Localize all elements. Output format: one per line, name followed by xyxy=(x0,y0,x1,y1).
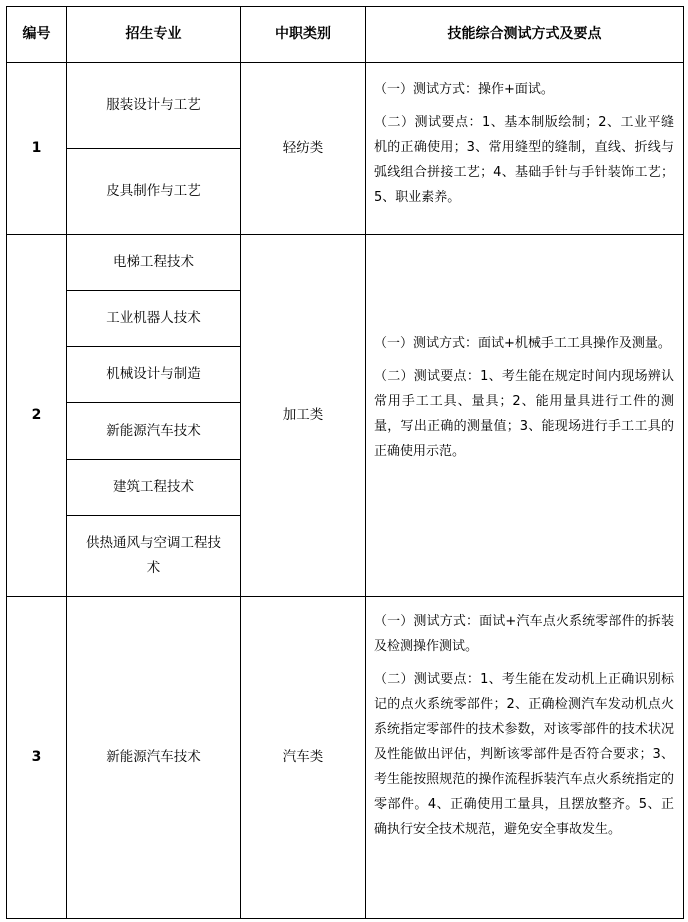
test-method: （一）测试方式：操作+面试。 xyxy=(374,82,554,97)
row-number: 2 xyxy=(31,407,42,423)
header-category: 中职类别 xyxy=(275,26,331,42)
test-description xyxy=(374,77,674,218)
row-number: 3 xyxy=(31,749,42,765)
major-name: 服装设计与工艺 xyxy=(106,97,201,113)
table-border-right xyxy=(683,6,684,919)
category-name: 汽车类 xyxy=(282,749,324,765)
column-divider-3 xyxy=(365,6,366,919)
test-points: （二）测试要点：1、考生能在规定时间内现场辨认常用手工工具、量具；2、能用量具进行工件的测量，写出正确的测量值；3、能现场进行手工工具的正确使用示范。 xyxy=(374,369,674,459)
category-name: 轻纺类 xyxy=(282,140,324,156)
category-name: 加工类 xyxy=(282,407,324,423)
test-points: （二）测试要点：1、基本制版绘制；2、工业平缝机的正确使用；3、常用缝型的缝制，直线、折线与弧线组合拼接工艺；4、基础手针与手针装饰工艺；5、职业素养。 xyxy=(374,115,674,205)
header-test-method: 技能综合测试方式及要点 xyxy=(447,26,602,42)
major-name: 新能源汽车技术 xyxy=(106,749,201,765)
test-points: （二）测试要点：1、考生能在发动机上正确识别标记的点火系统零部件；2、正确检测汽车发动机点火系统指定零部件的技术参数，对该零部件的技术状况及性能做出评估，判断该零部件是否符合要求；3、考生能按照规范的操作流程拆装汽车点火系统指定的零部件。4、正确使用工量具，且摆放整齐。5、正确执行安全技术规范，避免安全事故发生。 xyxy=(374,672,674,837)
test-description xyxy=(374,331,674,472)
major-name: 机械设计与制造 xyxy=(106,366,201,382)
test-method: （一）测试方式：面试+机械手工工具操作及测量。 xyxy=(374,336,671,351)
test-method: （一）测试方式：面试+汽车点火系统零部件的拆装及检测操作测试。 xyxy=(374,614,674,654)
table-border-bottom xyxy=(6,918,683,919)
major-name: 皮具制作与工艺 xyxy=(106,183,201,199)
header-major: 招生专业 xyxy=(125,26,182,42)
test-description xyxy=(374,609,674,850)
major-name: 供热通风与空调工程技术 xyxy=(86,535,221,576)
major-name: 建筑工程技术 xyxy=(113,479,194,495)
major-name: 工业机器人技术 xyxy=(106,310,201,326)
major-name: 新能源汽车技术 xyxy=(106,422,201,439)
major-name: 电梯工程技术 xyxy=(113,254,194,270)
header-number: 编号 xyxy=(22,26,51,42)
row-number: 1 xyxy=(31,140,42,156)
